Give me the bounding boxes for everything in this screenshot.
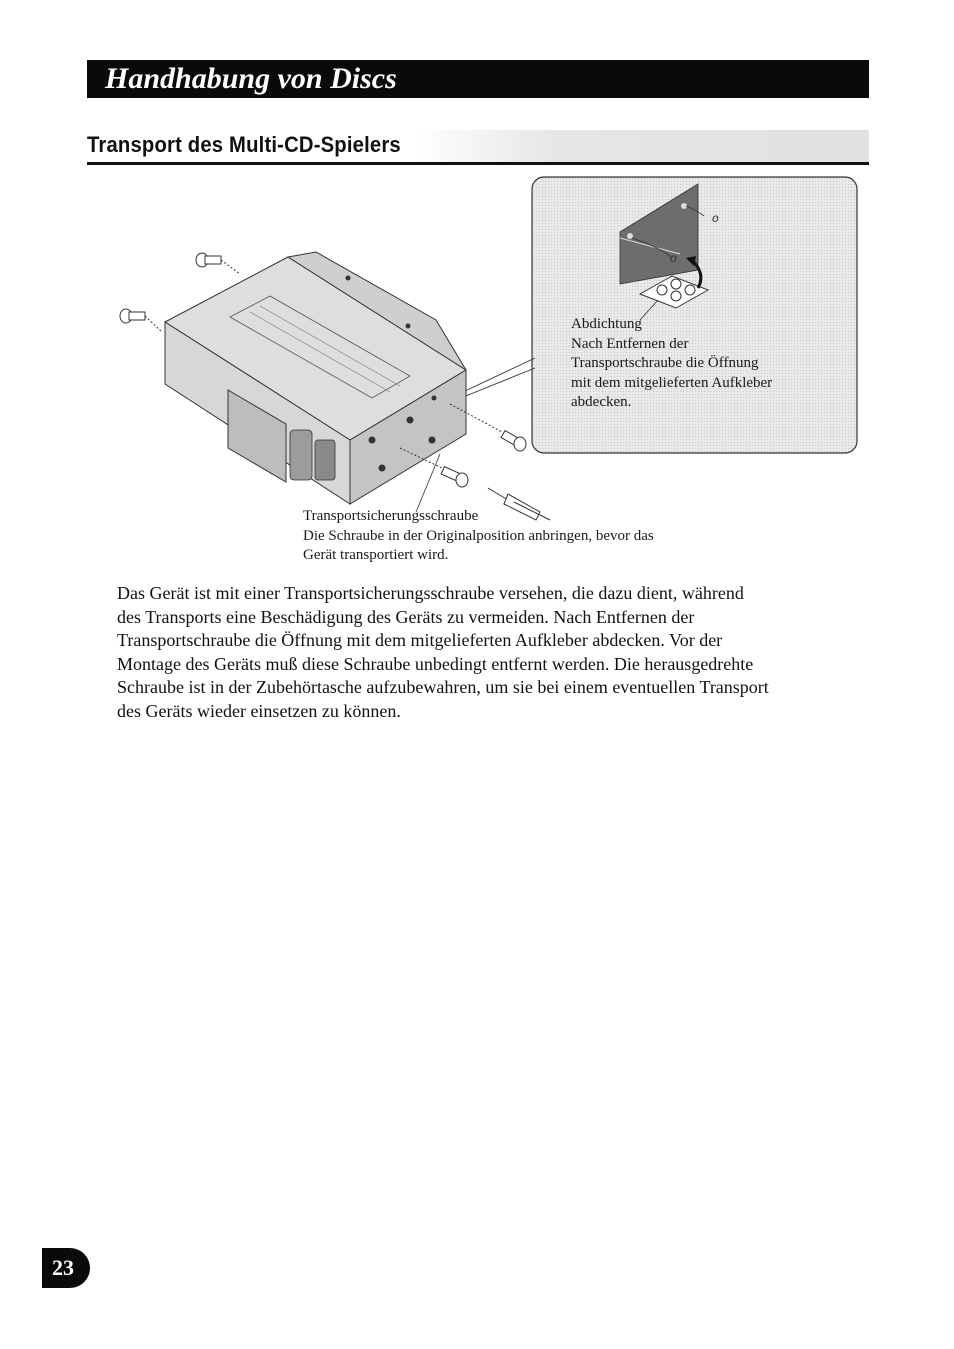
inset-line: abdecken. [571,394,632,410]
screw-top-left [196,253,240,274]
svg-text:o: o [712,211,719,225]
body-line: Schraube ist in der Zubehörtasche aufzubewahren, um sie bei einem eventuellen Transport [117,677,769,697]
caption-label: Transportsicherungsschraube [303,508,479,524]
inset-line: Nach Entfernen der [571,335,689,352]
inset-label: Abdichtung [571,316,642,332]
header-title: Handhabung von Discs [105,62,397,95]
page-number: 23 [52,1255,74,1280]
section-title: Transport des Multi-CD-Spielers [87,132,401,157]
figure-caption [303,507,763,566]
page-number-tab [42,1248,90,1288]
inset-text [571,315,831,413]
header-bar [87,60,869,98]
body-paragraph [117,582,857,723]
inset-line: mit dem mitgelieferten Aufkleber [571,374,773,391]
inset-line: Transportschraube die Öffnung [571,355,759,371]
body-line: des Geräts wieder einsetzen zu können. [117,700,401,721]
svg-text:o: o [670,251,677,265]
body-line: Das Gerät ist mit einer Transportsicherungsschraube versehen, die dazu dient, während [117,583,744,603]
body-line: Montage des Geräts muß diese Schraube unbedingt entfernt werden. Die herausgedrehte [117,653,754,674]
caption-line: Die Schraube in der Originalposition anbringen, bevor das [303,527,654,544]
screw-left [120,309,162,332]
body-line: Transportschraube die Öffnung mit dem mitgelieferten Aufkleber abdecken. Vor der [117,630,723,650]
section-heading [87,130,869,165]
caption-line: Gerät transportiert wird. [303,547,449,563]
body-line: des Transports eine Beschädigung des Geräts zu vermeiden. Nach Entfernen der [117,606,695,627]
